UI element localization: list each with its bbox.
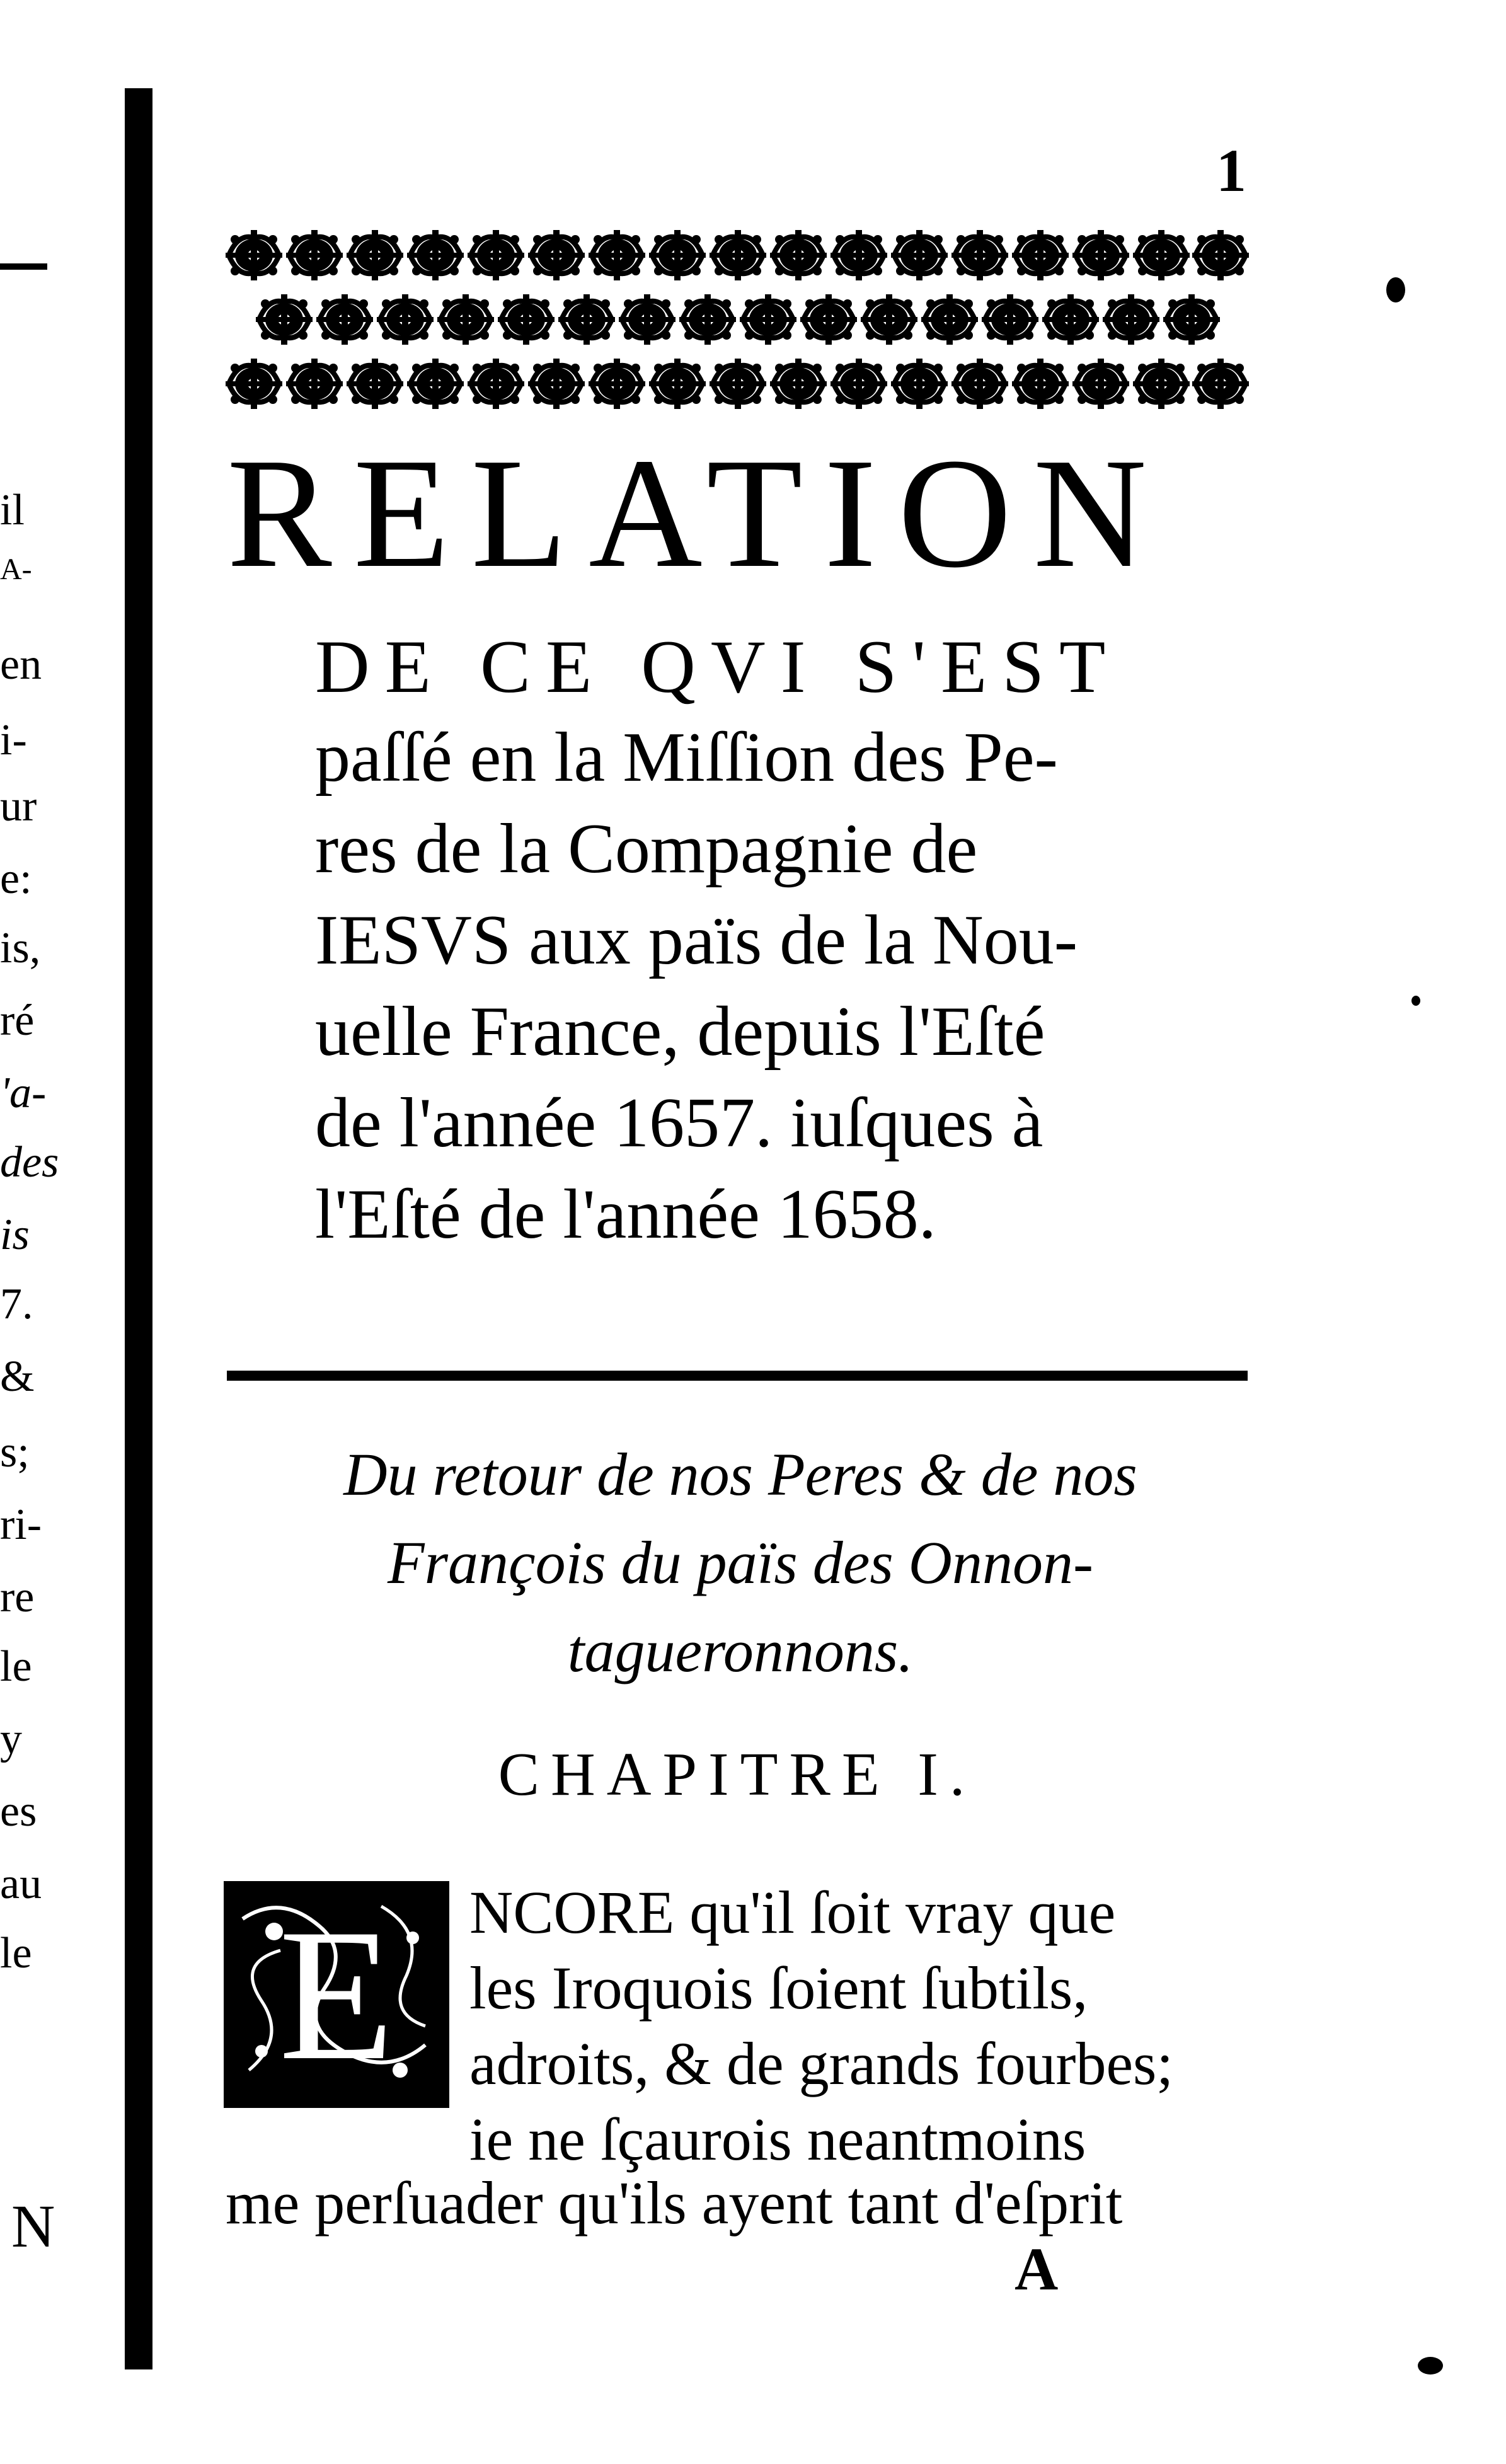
section-divider-rule bbox=[227, 1371, 1248, 1381]
signature-mark: A bbox=[1015, 2235, 1059, 2303]
page-number: 1 bbox=[1216, 137, 1246, 204]
gutter-line: ur bbox=[0, 782, 37, 831]
subtitle-line: res de la Compagnie de bbox=[315, 810, 978, 888]
gutter-line: des bbox=[0, 1138, 59, 1187]
drop-cap-letter: E bbox=[279, 1890, 394, 2099]
gutter-line: le bbox=[0, 1642, 32, 1691]
section-heading-line: tagueronnons. bbox=[567, 1617, 914, 1684]
gutter-line: & bbox=[0, 1352, 35, 1401]
body-line: les Iroquois ſoient ſubtils, bbox=[469, 1954, 1088, 2022]
body-line: NCORE qu'il ſoit vray que bbox=[469, 1879, 1116, 1946]
body-paragraph bbox=[469, 1875, 1254, 2177]
body-line: ie ne ſçaurois neantmoins bbox=[469, 2105, 1086, 2173]
subtitle-line: de l'année 1657. iuſques à bbox=[315, 1084, 1043, 1162]
section-heading-line: François du païs des Onnon- bbox=[388, 1529, 1093, 1596]
gutter-line: en bbox=[0, 640, 42, 689]
gutter-line: ri- bbox=[0, 1500, 42, 1549]
subtitle-line: IESVS aux païs de la Nou- bbox=[315, 901, 1078, 979]
section-heading-line: Du retour de nos Peres & de nos bbox=[343, 1441, 1137, 1508]
gutter-line: y bbox=[0, 1715, 22, 1763]
facing-page-rule bbox=[0, 263, 47, 270]
gutter-line: e: bbox=[0, 855, 32, 903]
ink-speck bbox=[1418, 2357, 1443, 2375]
document-title: RELATION bbox=[227, 426, 1169, 601]
gutter-line: au bbox=[0, 1860, 42, 1908]
body-line: me perſuader qu'ils ayent tant d'eſprit bbox=[226, 2169, 1123, 2237]
subtitle-line: paſſé en la Miſſion des Pe- bbox=[315, 718, 1058, 797]
gutter-line: 'a- bbox=[0, 1069, 47, 1117]
subtitle-line: l'Eſté de l'année 1658. bbox=[315, 1175, 936, 1253]
gutter-line: re bbox=[0, 1573, 35, 1621]
drop-cap-ornament bbox=[224, 1881, 449, 2108]
gutter-line: is, bbox=[0, 924, 41, 972]
document-subtitle bbox=[315, 621, 1254, 1260]
gutter-line: ré bbox=[0, 996, 35, 1045]
subtitle-line: DE CE QVI S'EST bbox=[315, 625, 1121, 708]
gutter-line: is bbox=[0, 1211, 30, 1259]
ink-speck bbox=[1411, 996, 1420, 1006]
gutter-line: i- bbox=[0, 716, 27, 764]
gutter-line: 7. bbox=[0, 1280, 33, 1328]
gutter-bottom-letter: N bbox=[11, 2192, 55, 2260]
body-line: adroits, & de grands fourbes; bbox=[469, 2030, 1174, 2097]
section-heading bbox=[227, 1431, 1254, 1695]
binding-edge bbox=[125, 88, 152, 2369]
gutter-line: es bbox=[0, 1787, 37, 1836]
fleuron-ornament-band bbox=[226, 224, 1250, 416]
chapter-heading: CHAPITRE I. bbox=[498, 1741, 977, 1809]
gutter-line: il bbox=[0, 486, 25, 534]
subtitle-line: uelle France, depuis l'Eſté bbox=[315, 993, 1045, 1071]
facing-page-margin bbox=[0, 0, 117, 2464]
gutter-line: le bbox=[0, 1929, 32, 1978]
ink-speck bbox=[1386, 277, 1405, 302]
gutter-line: s; bbox=[0, 1428, 30, 1477]
gutter-line: A- bbox=[0, 553, 32, 586]
